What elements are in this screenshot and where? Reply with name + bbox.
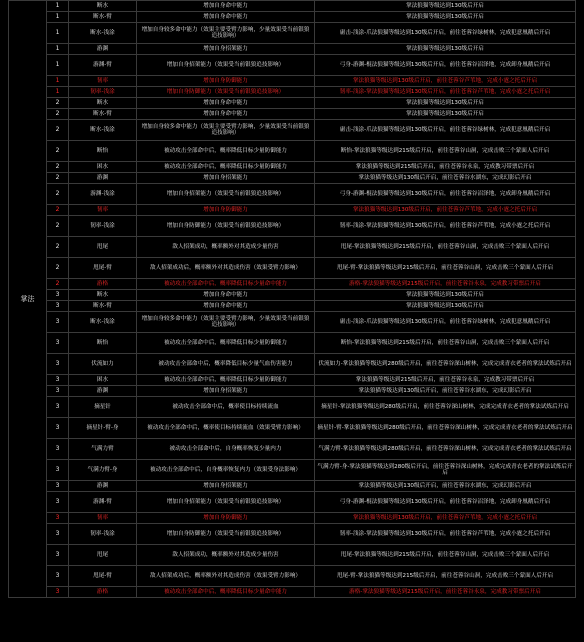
effect-cell: 敌人招架成功，概率额外对其造成少量伤害 (137, 545, 315, 566)
unlock-condition-cell: 游格-掌法狼猫等级达到215级后开启，前往苍蓉谷永泉，完成教习带票后开启 (315, 587, 576, 598)
level-cell: 3 (47, 375, 69, 386)
skill-name-cell: 游格 (69, 587, 137, 598)
effect-cell: 增加自身较多命中能力（效果主要受臂力影响，少量效果受当前银狼追技影响） (137, 120, 315, 141)
level-cell: 3 (47, 524, 69, 545)
table-row (9, 76, 576, 87)
skill-name-cell: 断水 (69, 290, 137, 301)
unlock-condition-cell: 掌法狼猫等级达到130级后开启 (315, 44, 576, 55)
skill-name-cell: 摘星针-臂-身 (69, 418, 137, 439)
unlock-condition-cell: 游格-掌法狼猫等级达到215级后开启，前往苍蓉谷永泉，完成教习带票后开启 (315, 279, 576, 290)
skill-table (8, 0, 576, 598)
table-row (9, 397, 576, 418)
level-cell: 1 (47, 87, 69, 98)
effect-cell: 增加自身招架能力 (137, 44, 315, 55)
unlock-condition-cell: 掌法狼猫等级达到130级后开启，前往苍蓉谷水湖东，完成幻影后开启 (315, 173, 576, 184)
table-row (9, 173, 576, 184)
skill-name-cell: 甩尾-臂 (69, 566, 137, 587)
table-row (9, 439, 576, 460)
effect-cell: 增加自身招架能力（效果受当前银狼追技影响） (137, 184, 315, 205)
level-cell: 1 (47, 76, 69, 87)
level-cell: 2 (47, 109, 69, 120)
skill-name-cell: 断水 (69, 1, 137, 12)
table-row (9, 481, 576, 492)
skill-name-cell: 断水-浅涂 (69, 23, 137, 44)
table-row (9, 354, 576, 375)
unlock-condition-cell: 掌法狼猫等级达到130级后开启，前往苍蓉谷水湖东，完成幻影后开启 (315, 481, 576, 492)
unlock-condition-cell: 掌法狼猫等级达到130级后开启 (315, 301, 576, 312)
effect-cell: 增加自身防御能力 (137, 76, 315, 87)
level-cell: 2 (47, 237, 69, 258)
skill-name-cell: 韧率-浅涂 (69, 216, 137, 237)
unlock-condition-cell: 掌法狼猫等级达到130级后开启，前往苍蓉谷芦苇地，完成小霆之托后开启 (315, 76, 576, 87)
skill-name-cell: 断水-臂 (69, 301, 137, 312)
table-row (9, 513, 576, 524)
table-row (9, 290, 576, 301)
skill-name-cell: 甩尾 (69, 237, 137, 258)
table-row (9, 87, 576, 98)
table-row (9, 279, 576, 290)
skill-name-cell: 断水-浅涂 (69, 312, 137, 333)
level-cell: 1 (47, 23, 69, 44)
level-cell: 3 (47, 566, 69, 587)
level-cell: 3 (47, 386, 69, 397)
effect-cell: 增加自身命中能力 (137, 98, 315, 109)
table-row (9, 55, 576, 76)
level-cell: 3 (47, 481, 69, 492)
table-row (9, 524, 576, 545)
table-row (9, 545, 576, 566)
unlock-condition-cell: 掌法狼猫等级达到130级后开启，前往苍蓉谷芦苇地，完成小霆之托后开启 (315, 513, 576, 524)
unlock-condition-cell: 掌法狼猫等级达到130级后开启 (315, 1, 576, 12)
table-row (9, 566, 576, 587)
unlock-condition-cell: 掌法狼猫等级达到130级后开启，前往苍蓉谷水湖东，完成幻影后开启 (315, 386, 576, 397)
unlock-condition-cell: 掌法狼猫等级达到215级后开启，前往苍蓉谷永泉，完成教习带票后开启 (315, 162, 576, 173)
table-row (9, 120, 576, 141)
table-row (9, 492, 576, 513)
effect-cell: 增加自身防御能力（效果受当前银狼追技影响） (137, 87, 315, 98)
unlock-condition-cell: 弓身-游渊-棍法狼猫等级达到130级后开启，前往苍蓉谷沼泽地，完成卸身凰鹅后开启 (315, 184, 576, 205)
table-row (9, 312, 576, 333)
effect-cell: 增加自身招架能力（效果受当前银狼追技影响） (137, 492, 315, 513)
level-cell: 3 (47, 312, 69, 333)
level-cell: 2 (47, 173, 69, 184)
unlock-condition-cell: 甩尾-臂-掌法狼猫等级达到215级后开启，前往苍蓉谷山洞，完成击败三个蒙面人后开启 (315, 258, 576, 279)
skill-name-cell: 游格 (69, 279, 137, 290)
skill-name-cell: 游渊 (69, 44, 137, 55)
effect-cell: 被动攻击全部命中后，概率使目标持续流血 (137, 397, 315, 418)
table-row (9, 418, 576, 439)
table-row (9, 1, 576, 12)
table-row (9, 386, 576, 397)
level-cell: 3 (47, 301, 69, 312)
table-row (9, 258, 576, 279)
unlock-condition-cell: 弓身-游渊-棍法狼猫等级达到130级后开启，前往苍蓉谷沼泽地，完成卸身凰鹅后开启 (315, 492, 576, 513)
skill-name-cell: 韧率-浅涂 (69, 524, 137, 545)
unlock-condition-cell: 甩尾-掌法狼猫等级达到215级后开启，前往苍蓉谷山洞，完成击败三个蒙面人后开启 (315, 545, 576, 566)
effect-cell: 敌人招架成功，概率额外对其造成少量伤害 (137, 237, 315, 258)
skill-table-body (9, 1, 576, 598)
unlock-condition-cell: 甩尾-掌法狼猫等级达到215级后开启，前往苍蓉谷山洞，完成击败三个蒙面人后开启 (315, 237, 576, 258)
level-cell: 2 (47, 141, 69, 162)
level-cell: 3 (47, 513, 69, 524)
effect-cell: 被动攻击全部命中后，概率降低目标少量防御能力 (137, 333, 315, 354)
table-row (9, 587, 576, 598)
unlock-condition-cell: 庸击-浅涂-爪法狼猫等级达到130级后开启，前往苍蓉谷绿树林，完成犯意凰鹅后开启 (315, 312, 576, 333)
table-row (9, 109, 576, 120)
level-cell: 1 (47, 44, 69, 55)
level-cell: 2 (47, 120, 69, 141)
skill-name-cell: 困水 (69, 375, 137, 386)
level-cell: 1 (47, 55, 69, 76)
unlock-condition-cell: 气满力臂-身-掌法狼猫等级达到280级后开启，前往苍蓉谷深山树林，完成完成青衣老者的掌法试炼后开启 (315, 460, 576, 481)
effect-cell: 被动攻击全部命中后，概率降低目标少量防御能力 (137, 375, 315, 386)
table-row (9, 98, 576, 109)
table-row (9, 205, 576, 216)
unlock-condition-cell: 韧率-浅涂-掌法狼猫等级达到130级后开启，前往苍蓉谷芦苇地，完成小霆之托后开启 (315, 216, 576, 237)
effect-cell: 增加自身招架能力 (137, 481, 315, 492)
table-row (9, 12, 576, 23)
skill-name-cell: 韧率 (69, 513, 137, 524)
level-cell: 3 (47, 418, 69, 439)
table-row (9, 162, 576, 173)
effect-cell: 被动攻击全部命中后，概率降低目标少量命中能力 (137, 279, 315, 290)
effect-cell: 增加自身招架能力（效果受当前银狼追技影响） (137, 55, 315, 76)
level-cell: 3 (47, 397, 69, 418)
unlock-condition-cell: 掌法狼猫等级达到130级后开启，前往苍蓉谷芦苇地，完成小霆之托后开启 (315, 205, 576, 216)
skill-name-cell: 断怡 (69, 333, 137, 354)
level-cell: 2 (47, 184, 69, 205)
effect-cell: 增加自身命中能力 (137, 1, 315, 12)
unlock-condition-cell: 断怡-掌法狼猫等级达到215级后开启，前往苍蓉谷山洞，完成击败三个蒙面人后开启 (315, 333, 576, 354)
unlock-condition-cell: 断怡-掌法狼猫等级达到215级后开启，前往苍蓉谷山洞，完成击败三个蒙面人后开启 (315, 141, 576, 162)
unlock-condition-cell: 掌法狼猫等级达到130级后开启 (315, 98, 576, 109)
level-cell: 3 (47, 333, 69, 354)
effect-cell: 被动攻击全部命中后，概率降低目标少量命中能力 (137, 587, 315, 598)
level-cell: 3 (47, 492, 69, 513)
table-row (9, 23, 576, 44)
unlock-condition-cell: 掌法狼猫等级达到130级后开启 (315, 12, 576, 23)
skill-name-cell: 甩尾-臂 (69, 258, 137, 279)
level-cell: 3 (47, 354, 69, 375)
skill-name-cell: 气满力臂 (69, 439, 137, 460)
skill-name-cell: 游渊-臂 (69, 492, 137, 513)
level-cell: 1 (47, 1, 69, 12)
level-cell: 2 (47, 279, 69, 290)
unlock-condition-cell: 韧率-浅涂-掌法狼猫等级达到130级后开启，前往苍蓉谷芦苇地，完成小霆之托后开启 (315, 87, 576, 98)
skill-name-cell: 断水-浅涂 (69, 120, 137, 141)
effect-cell: 增加自身命中能力 (137, 12, 315, 23)
effect-cell: 被动攻击全部命中后，概率降低目标少量防御能力 (137, 141, 315, 162)
table-row (9, 44, 576, 55)
level-cell: 1 (47, 12, 69, 23)
skill-name-cell: 游渊-臂 (69, 55, 137, 76)
unlock-condition-cell: 摘星针-臂-掌法狼猫等级达到280级后开启，前往苍蓉谷深山树林，完成完成青衣老者的掌法试炼后开启 (315, 418, 576, 439)
skill-name-cell: 韧率-浅涂 (69, 87, 137, 98)
level-cell: 2 (47, 216, 69, 237)
effect-cell: 被动攻击全部命中后，概率使目标持续流血（效果受臂力影响） (137, 418, 315, 439)
unlock-condition-cell: 庸击-浅涂-爪法狼猫等级达到130级后开启，前往苍蓉谷绿树林，完成犯意凰鹅后开启 (315, 120, 576, 141)
effect-cell: 增加自身命中能力 (137, 290, 315, 301)
table-row (9, 141, 576, 162)
level-cell: 3 (47, 439, 69, 460)
unlock-condition-cell: 庸击-浅涂-爪法狼猫等级达到130级后开启，前往苍蓉谷绿树林，完成犯意凰鹅后开启 (315, 23, 576, 44)
effect-cell: 增加自身防御能力（效果受当前银狼追技影响） (137, 216, 315, 237)
effect-cell: 增加自身招架能力 (137, 173, 315, 184)
table-row (9, 460, 576, 481)
level-cell: 2 (47, 98, 69, 109)
level-cell: 3 (47, 587, 69, 598)
unlock-condition-cell: 掌法狼猫等级达到215级后开启，前往苍蓉谷永泉，完成教习带票后开启 (315, 375, 576, 386)
table-row (9, 301, 576, 312)
effect-cell: 增加自身命中能力 (137, 109, 315, 120)
table-row (9, 333, 576, 354)
table-row (9, 184, 576, 205)
skill-name-cell: 游渊-浅涂 (69, 184, 137, 205)
unlock-condition-cell: 弓身-游渊-棍法狼猫等级达到130级后开启，前往苍蓉谷沼泽地，完成卸身凰鹅后开启 (315, 55, 576, 76)
table-row (9, 216, 576, 237)
skill-name-cell: 游渊 (69, 481, 137, 492)
skill-name-cell: 游渊 (69, 173, 137, 184)
effect-cell: 增加自身防御能力 (137, 513, 315, 524)
skill-name-cell: 断水-臂 (69, 109, 137, 120)
level-cell: 3 (47, 545, 69, 566)
effect-cell: 增加自身防御能力（效果受当前银狼追技影响） (137, 524, 315, 545)
effect-cell: 增加自身较多命中能力（效果主要受臂力影响，少量效果受当前银狼追技影响） (137, 312, 315, 333)
unlock-condition-cell: 掌法狼猫等级达到130级后开启 (315, 109, 576, 120)
category-cell: 掌法 (9, 1, 47, 598)
skill-name-cell: 游渊 (69, 386, 137, 397)
level-cell: 2 (47, 205, 69, 216)
level-cell: 2 (47, 258, 69, 279)
unlock-condition-cell: 伏流如力-掌法狼猫等级达到280级后开启，前往苍蓉谷深山树林，完成完成青衣老者的掌法试炼后开启 (315, 354, 576, 375)
level-cell: 2 (47, 162, 69, 173)
skill-name-cell: 断怡 (69, 141, 137, 162)
effect-cell: 被动攻击全部命中后，概率降低目标少量防御能力 (137, 162, 315, 173)
skill-name-cell: 断水-臂 (69, 12, 137, 23)
skill-name-cell: 甩尾 (69, 545, 137, 566)
skill-name-cell: 困水 (69, 162, 137, 173)
effect-cell: 被动攻击全部命中后，自身概率恢复少量内力 (137, 439, 315, 460)
skill-name-cell: 韧率 (69, 76, 137, 87)
skill-name-cell: 断水 (69, 98, 137, 109)
effect-cell: 敌人招架成功后，概率额外对其造成伤害（效果受臂力影响） (137, 258, 315, 279)
unlock-condition-cell: 摘星针-掌法狼猫等级达到280级后开启，前往苍蓉谷深山树林，完成完成青衣老者的掌法试炼后开启 (315, 397, 576, 418)
skill-name-cell: 韧率 (69, 205, 137, 216)
unlock-condition-cell: 韧率-浅涂-掌法狼猫等级达到130级后开启，前往苍蓉谷芦苇地，完成小霆之托后开启 (315, 524, 576, 545)
level-cell: 3 (47, 460, 69, 481)
table-row (9, 237, 576, 258)
effect-cell: 被动攻击全部命中后，自身概率恢复内力（效果受身法影响） (137, 460, 315, 481)
skill-name-cell: 伏流如力 (69, 354, 137, 375)
skill-name-cell: 摘星针 (69, 397, 137, 418)
effect-cell: 增加自身命中能力 (137, 301, 315, 312)
effect-cell: 敌人招架成功后，概率额外对其造成伤害（效果受臂力影响） (137, 566, 315, 587)
unlock-condition-cell: 掌法狼猫等级达到130级后开启 (315, 290, 576, 301)
unlock-condition-cell: 甩尾-臂-掌法狼猫等级达到215级后开启，前往苍蓉谷山洞，完成击败三个蒙面人后开启 (315, 566, 576, 587)
unlock-condition-cell: 气满力臂-掌法狼猫等级达到280级后开启，前往苍蓉谷深山树林，完成完成青衣老者的掌法试炼后开启 (315, 439, 576, 460)
effect-cell: 被动攻击全部命中后，概率降低目标少量气血伤害能力 (137, 354, 315, 375)
effect-cell: 增加自身招架能力 (137, 386, 315, 397)
skill-name-cell: 气满力臂-身 (69, 460, 137, 481)
effect-cell: 增加自身较多命中能力（效果主要受臂力影响，少量效果受当前银狼追技影响） (137, 23, 315, 44)
level-cell: 3 (47, 290, 69, 301)
table-row (9, 375, 576, 386)
effect-cell: 增加自身防御能力 (137, 205, 315, 216)
